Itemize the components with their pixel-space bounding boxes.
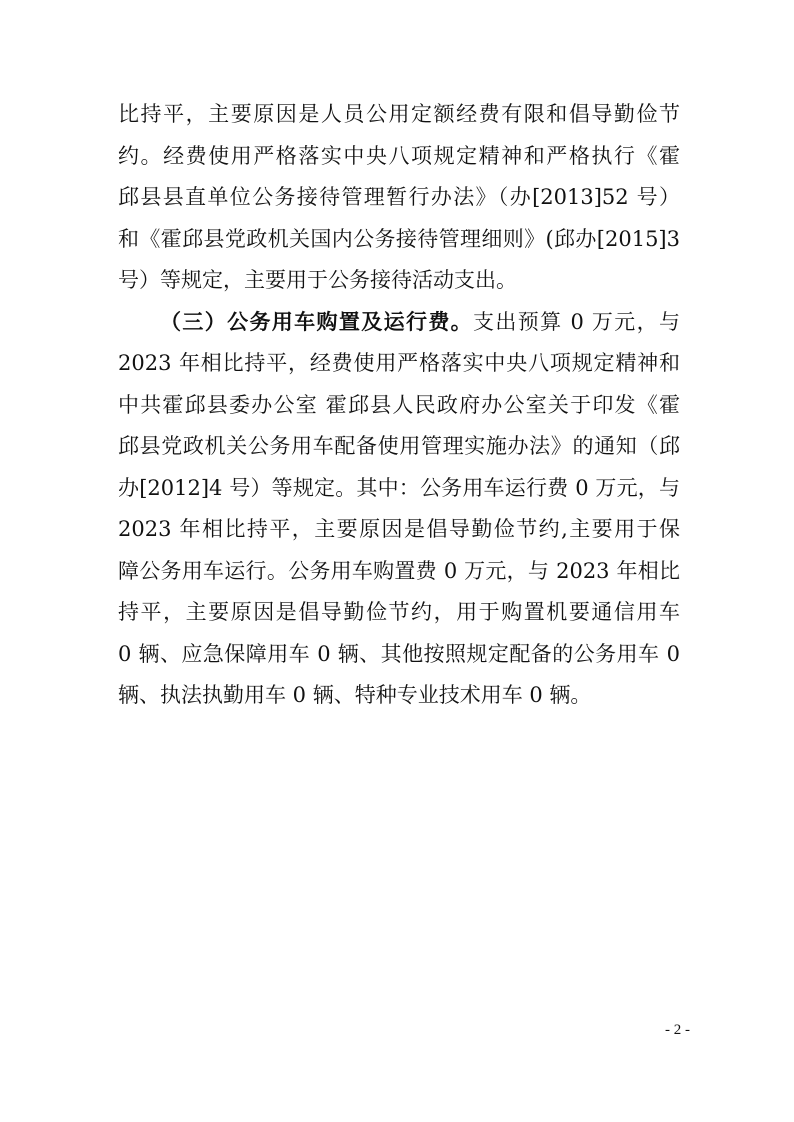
document-body (118, 94, 680, 717)
text-line-with-heading (118, 302, 680, 344)
text-line: 号）等规定，主要用于公务接待活动支出。 (118, 268, 517, 292)
text-line: 2023 年相比持平，经费使用严格落实中央八项规定精神和 (118, 351, 680, 375)
text-line: 和《霍邱县党政机关国内公务接待管理细则》(邱办[2015]3 (118, 226, 680, 251)
page-number: - 2 - (665, 1022, 690, 1038)
section-heading: （三）公务用车购置及运行费。 (160, 309, 474, 334)
text-line: 比持平，主要原因是人员公用定额经费有限和倡导勤俭节 (118, 102, 680, 126)
text-line: 邱县县直单位公务接待管理暂行办法》（办[2013]52 号） (118, 185, 680, 209)
text-line: 持平，主要原因是倡导勤俭节约，用于购置机要通信用车 (118, 600, 680, 624)
text-line: 中共霍邱县委办公室 霍邱县人民政府办公室关于印发《霍 (118, 392, 680, 417)
text-line: 障公务用车运行。公务用车购置费 0 万元，与 2023 年相比 (118, 558, 680, 583)
text-line: 0 辆、应急保障用车 0 辆、其他按照规定配备的公务用车 0 (118, 641, 680, 666)
text-line: 2023 年相比持平，主要原因是倡导勤俭节约,主要用于保 (118, 517, 680, 541)
heading-line-text: 支出预算 0 万元，与 (473, 309, 680, 334)
text-line: 约。经费使用严格落实中央八项规定精神和严格执行《霍 (118, 143, 680, 168)
text-line: 邱县党政机关公务用车配备使用管理实施办法》的通知（邱 (118, 434, 680, 458)
paragraph-public-reception (118, 94, 680, 302)
text-line: 辆、执法执勤用车 0 辆、特种专业技术用车 0 辆。 (118, 683, 592, 707)
text-line: 办[2012]4 号）等规定。其中：公务用车运行费 0 万元，与 (118, 475, 680, 500)
paragraph-official-vehicles (118, 302, 680, 717)
